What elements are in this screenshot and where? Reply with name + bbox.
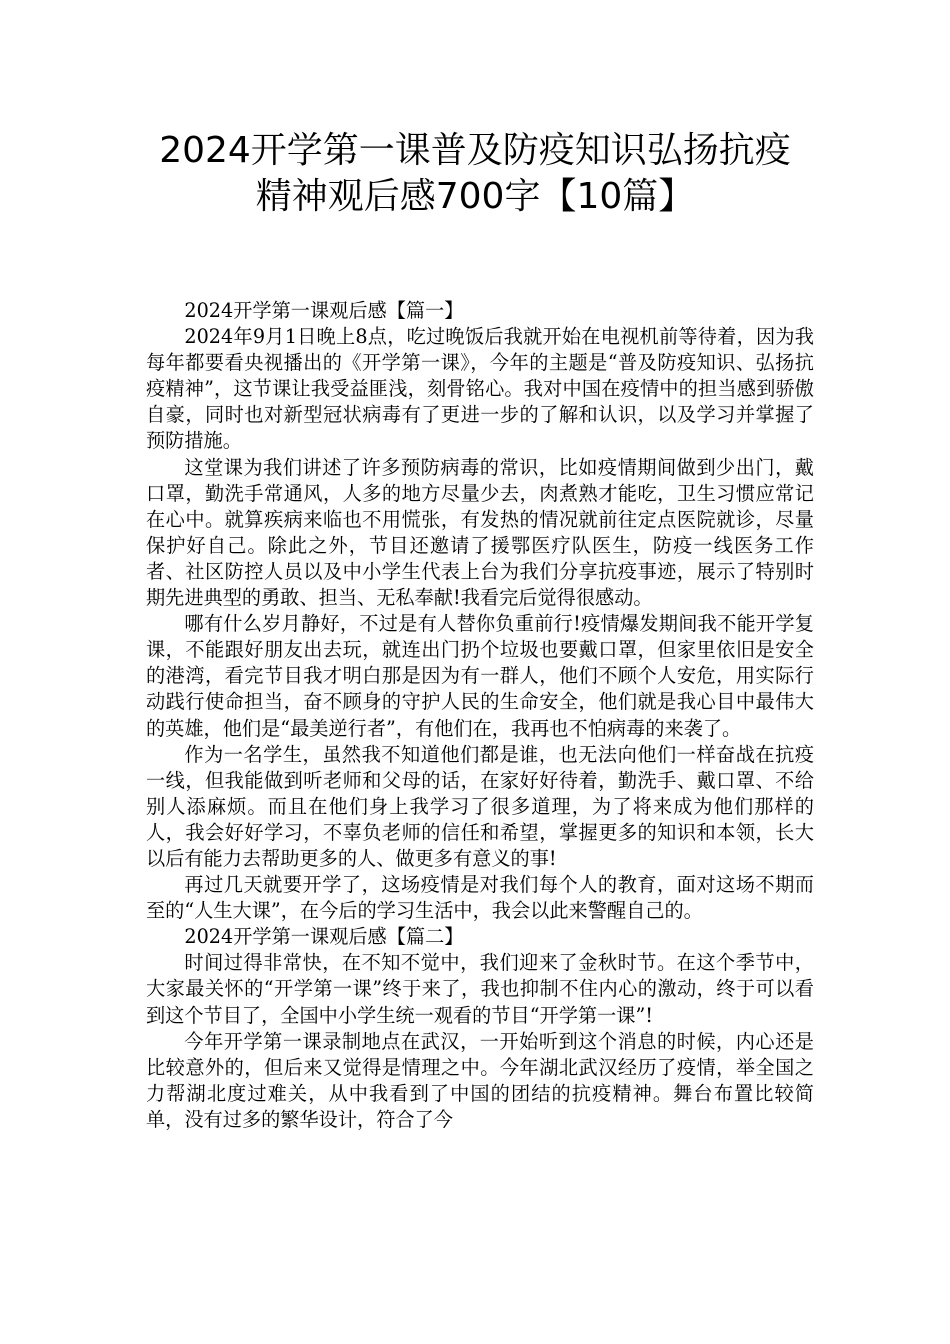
paragraph: 这堂课为我们讲述了许多预防病毒的常识，比如疫情期间做到少出门，戴口罩，勤洗手常通风，人多的地方尽量少去，肉煮熟才能吃，卫生习惯应常记在心中。就算疾病来临也不用慌张，有发热的情况就前往定点医院就诊，尽量保护好自己。除此之外，节目还邀请了援鄂医疗队医生，防疫一线医务工作者、社区防控人员以及中小学生代表上台为我们分享抗疫事迹，展示了特别时期先进典型的勇敢、担当、无私奉献!我看完后觉得很感动。 <box>146 455 814 610</box>
title-line-2: 精神观后感700字【10篇】 <box>255 176 695 217</box>
paragraph: 哪有什么岁月静好，不过是有人替你负重前行!疫情爆发期间我不能开学复课，不能跟好朋友出去玩，就连出门扔个垃圾也要戴口罩，但家里依旧是安全的港湾，看完节目我才明白那是因为有一群人，他们不顾个人安危，用实际行动践行使命担当，奋不顾身的守护人民的生命安全，他们就是我心目中最伟大的英雄，他们是“最美逆行者”，有他们在，我再也不怕病毒的来袭了。 <box>146 612 814 740</box>
section-heading-2: 2024开学第一课观后感【篇二】 <box>184 925 464 949</box>
paragraph: 时间过得非常快，在不知不觉中，我们迎来了金秋时节。在这个季节中，大家最关怀的“开学第一课”终于来了，我也抑制不住内心的激动，终于可以看到这个节目了，全国中小学生统一观看的节目“开学第一课”! <box>146 951 814 1027</box>
paragraph: 今年开学第一课录制地点在武汉，一开始听到这个消息的时候，内心还是比较意外的，但后来又觉得是情理之中。今年湖北武汉经历了疫情，举全国之力帮湖北度过难关，从中我看到了中国的团结的抗疫精神。舞台布置比较简单，没有过多的繁华设计，符合了今 <box>146 1029 814 1131</box>
document-body <box>146 298 814 1133</box>
paragraph: 作为一名学生，虽然我不知道他们都是谁，也无法向他们一样奋战在抗疫一线，但我能做到听老师和父母的话，在家好好待着，勤洗手、戴口罩、不给别人添麻烦。而且在他们身上我学习了很多道理，为了将来成为他们那样的人，我会好好学习，不辜负老师的信任和希望，掌握更多的知识和本领，长大以后有能力去帮助更多的人、做更多有意义的事! <box>146 742 814 870</box>
section-heading-1: 2024开学第一课观后感【篇一】 <box>184 299 464 322</box>
paragraph: 2024年9月1日晚上8点，吃过晚饭后我就开始在电视机前等待着，因为我每年都要看央视播出的《开学第一课》，今年的主题是“普及防疫知识、弘扬抗疫精神”，这节课让我受益匪浅，刻骨铭心。我对中国在疫情中的担当感到骄傲自豪，同时也对新型冠状病毒有了更进一步的了解和认识，以及学习并掌握了预防措施。 <box>146 325 814 453</box>
document-title <box>120 128 830 220</box>
title-line-1: 2024开学第一课普及防疫知识弘扬抗疫 <box>159 130 791 171</box>
paragraph: 再过几天就要开学了，这场疫情是对我们每个人的教育，面对这场不期而至的“人生大课”，在今后的学习生活中，我会以此来警醒自己的。 <box>146 873 814 923</box>
